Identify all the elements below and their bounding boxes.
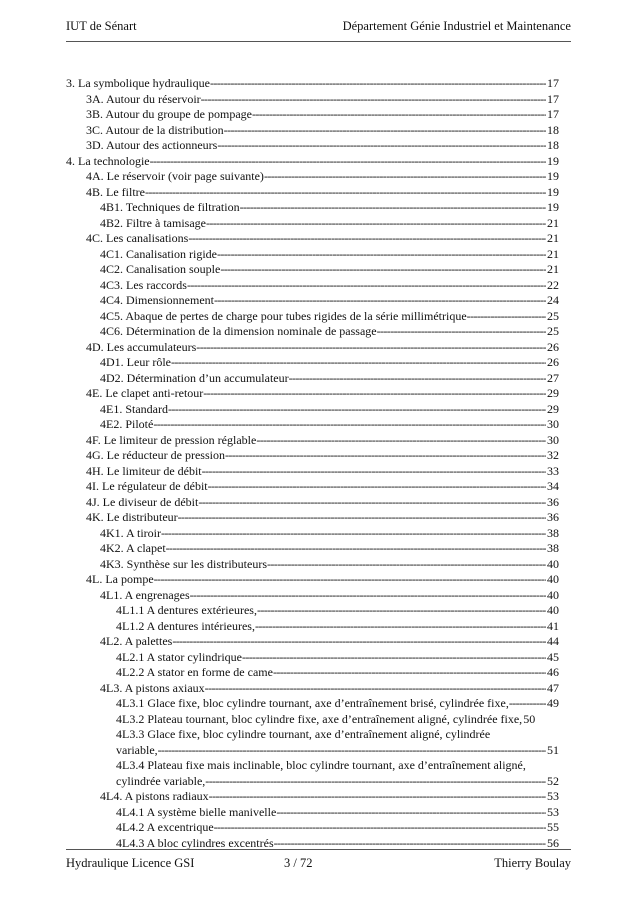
toc-entry-page: 27 bbox=[547, 370, 559, 385]
toc-entry-title: 4C6. Détermination de la dimension nominale de passage bbox=[100, 324, 377, 338]
toc-leader-dots bbox=[255, 619, 546, 635]
toc-entry[interactable] bbox=[66, 541, 559, 557]
toc-leader-dots bbox=[252, 107, 546, 123]
toc-leader-dots bbox=[166, 541, 546, 557]
toc-entry-page: 40 bbox=[547, 587, 559, 602]
toc-entry-page: 21 bbox=[547, 246, 559, 261]
toc-entry[interactable] bbox=[66, 634, 559, 650]
toc-entry-title: 3B. Autour du groupe de pompage bbox=[86, 107, 252, 121]
toc-entry[interactable] bbox=[66, 107, 559, 123]
toc-entry[interactable] bbox=[66, 138, 559, 154]
toc-leader-dots bbox=[276, 805, 546, 821]
toc-entry[interactable] bbox=[66, 278, 559, 294]
toc-leader-dots bbox=[289, 371, 546, 387]
toc-entry-title: 4G. Le réducteur de pression bbox=[86, 448, 225, 462]
toc-entry[interactable] bbox=[66, 774, 559, 790]
toc-entry-title: 4E. Le clapet anti-retour bbox=[86, 386, 204, 400]
toc-leader-dots bbox=[267, 557, 546, 573]
toc-entry[interactable] bbox=[66, 588, 559, 604]
toc-entry-page: 17 bbox=[547, 107, 559, 121]
toc-entry-title: 4C. Les canalisations bbox=[86, 231, 189, 245]
toc-leader-dots bbox=[467, 309, 546, 325]
toc-leader-dots bbox=[217, 138, 546, 154]
toc-leader-dots bbox=[168, 402, 546, 418]
toc-entry[interactable] bbox=[66, 572, 559, 588]
toc-entry-page: 40 bbox=[547, 572, 559, 586]
toc-entry[interactable] bbox=[66, 76, 559, 92]
toc-entry-title: 4J. Le diviseur de débit bbox=[86, 494, 199, 509]
toc-leader-dots bbox=[188, 231, 546, 247]
toc-entry[interactable] bbox=[66, 386, 559, 402]
toc-leader-dots bbox=[178, 510, 546, 526]
toc-entry-title: 4L2. A palettes bbox=[100, 634, 173, 648]
toc-entry-line: 4L3.4 Plateau fixe mais inclinable, bloc cylindre tournant, axe d’entraînement aligné, bbox=[116, 758, 526, 772]
toc-entry-page: 51 bbox=[547, 742, 559, 757]
toc-entry-page: 26 bbox=[547, 339, 559, 354]
toc-entry-title: 4L1. A engrenages bbox=[100, 587, 190, 602]
toc-leader-dots bbox=[172, 634, 546, 650]
toc-entry[interactable] bbox=[66, 712, 559, 728]
toc-leader-dots bbox=[153, 417, 546, 433]
toc-entry-title: 4E2. Piloté bbox=[100, 417, 154, 431]
toc-entry-page: 50 bbox=[523, 711, 536, 726]
toc-leader-dots bbox=[509, 696, 546, 712]
toc-entry[interactable] bbox=[66, 495, 559, 511]
toc-entry-title: 4L2.1 A stator cylindrique bbox=[116, 649, 242, 664]
toc-entry-page: 36 bbox=[547, 510, 559, 524]
page-footer bbox=[66, 849, 571, 874]
toc-entry-page: 25 bbox=[547, 324, 559, 338]
toc-entry-page: 26 bbox=[547, 355, 559, 369]
table-of-contents bbox=[66, 76, 559, 851]
toc-entry[interactable] bbox=[66, 448, 559, 464]
toc-entry[interactable] bbox=[66, 247, 559, 263]
toc-entry-page: 19 bbox=[547, 200, 559, 214]
toc-entry[interactable] bbox=[66, 619, 559, 635]
toc-entry-title: 4C1. Canalisation rigide bbox=[100, 246, 217, 261]
toc-entry[interactable] bbox=[66, 309, 559, 325]
toc-entry[interactable] bbox=[66, 557, 559, 573]
toc-leader-dots bbox=[242, 650, 546, 666]
toc-entry[interactable] bbox=[66, 402, 559, 418]
toc-entry-title: cylindrée variable, bbox=[116, 773, 206, 788]
toc-entry-page: 33 bbox=[547, 463, 559, 478]
toc-leader-dots bbox=[210, 76, 546, 92]
toc-entry-page: 24 bbox=[547, 293, 559, 307]
toc-entry-title: 4B1. Techniques de filtration bbox=[100, 200, 240, 214]
toc-entry-title: 4C5. Abaque de pertes de charge pour tubes rigides de la série millimétrique bbox=[100, 308, 467, 323]
toc-entry-page: 29 bbox=[547, 401, 559, 416]
toc-entry-title: 4K2. A clapet bbox=[100, 541, 166, 555]
toc-entry[interactable] bbox=[66, 696, 559, 712]
toc-leader-dots bbox=[161, 526, 546, 542]
toc-entry-page: 22 bbox=[547, 277, 559, 292]
toc-entry-page: 21 bbox=[547, 262, 559, 276]
toc-entry-page: 25 bbox=[547, 308, 559, 323]
toc-entry-title: 4I. Le régulateur de débit bbox=[86, 479, 208, 493]
toc-leader-dots bbox=[273, 665, 546, 681]
toc-entry[interactable] bbox=[66, 526, 559, 542]
toc-entry-title: 4C2. Canalisation souple bbox=[100, 262, 221, 276]
toc-entry-title: 4L1.2 A dentures intérieures, bbox=[116, 618, 255, 633]
toc-entry[interactable] bbox=[66, 371, 559, 387]
footer-page-number: 3 / 72 bbox=[284, 856, 313, 870]
header-institution: IUT de Sénart bbox=[66, 19, 137, 33]
toc-entry-page: 17 bbox=[547, 91, 559, 106]
toc-entry-title: 3C. Autour de la distribution bbox=[86, 122, 224, 137]
toc-entry[interactable] bbox=[66, 743, 559, 759]
toc-entry-page: 49 bbox=[547, 696, 559, 710]
toc-entry-page: 34 bbox=[547, 479, 559, 493]
toc-entry-page: 53 bbox=[547, 789, 559, 803]
toc-entry-title: 3A. Autour du réservoir bbox=[86, 91, 201, 106]
toc-entry[interactable] bbox=[66, 417, 559, 433]
toc-leader-dots bbox=[154, 572, 546, 588]
toc-entry-title: 4D. Les accumulateurs bbox=[86, 339, 197, 354]
toc-entry-page: 32 bbox=[547, 448, 559, 462]
footer-author: Thierry Boulay bbox=[494, 856, 571, 870]
header-department: Département Génie Industriel et Maintenance bbox=[342, 19, 571, 33]
toc-entry[interactable] bbox=[66, 603, 559, 619]
toc-entry-page: 44 bbox=[547, 634, 559, 648]
toc-leader-dots bbox=[208, 479, 546, 495]
toc-entry-page: 53 bbox=[547, 804, 559, 819]
toc-entry-title: 4B2. Filtre à tamisage bbox=[100, 215, 206, 230]
toc-entry-page: 40 bbox=[547, 603, 559, 617]
toc-entry[interactable] bbox=[66, 805, 559, 821]
toc-entry-title: 4B. Le filtre bbox=[86, 184, 145, 199]
toc-entry[interactable] bbox=[66, 665, 559, 681]
toc-leader-dots bbox=[202, 464, 546, 480]
toc-leader-dots bbox=[171, 355, 546, 371]
toc-leader-dots bbox=[205, 681, 546, 697]
toc-entry-page: 19 bbox=[547, 153, 559, 168]
toc-entry-line: 4L3.3 Glace fixe, bloc cylindre tournant, axe d’entraînement aligné, cylindrée bbox=[116, 727, 491, 741]
toc-entry[interactable] bbox=[66, 479, 559, 495]
toc-entry-page: 38 bbox=[547, 541, 559, 555]
toc-leader-dots bbox=[196, 340, 546, 356]
toc-leader-dots bbox=[214, 820, 546, 836]
footer-course: Hydraulique Licence GSI bbox=[66, 856, 195, 870]
toc-entry-title: 4D1. Leur rôle bbox=[100, 355, 171, 369]
toc-leader-dots bbox=[198, 495, 546, 511]
toc-entry[interactable] bbox=[66, 340, 559, 356]
toc-entry-title: 4K1. A tiroir bbox=[100, 525, 162, 540]
toc-entry-page: 18 bbox=[547, 122, 559, 137]
toc-leader-dots bbox=[203, 386, 546, 402]
toc-entry[interactable] bbox=[66, 216, 559, 232]
toc-entry[interactable] bbox=[66, 510, 559, 526]
toc-entry-title: 4C4. Dimensionnement bbox=[100, 293, 214, 307]
toc-leader-dots bbox=[217, 247, 546, 263]
toc-entry-page: 21 bbox=[547, 215, 559, 230]
toc-entry[interactable] bbox=[66, 200, 559, 216]
toc-leader-dots bbox=[209, 789, 546, 805]
toc-entry-page: 52 bbox=[547, 773, 559, 788]
toc-leader-dots bbox=[257, 603, 546, 619]
toc-entry[interactable] bbox=[66, 789, 559, 805]
toc-entry-title: 4L4.2 A excentrique bbox=[116, 820, 214, 834]
toc-leader-dots bbox=[187, 278, 546, 294]
toc-leader-dots bbox=[225, 448, 546, 464]
toc-leader-dots bbox=[256, 433, 546, 449]
toc-entry[interactable] bbox=[66, 681, 559, 697]
toc-leader-dots bbox=[145, 185, 546, 201]
toc-leader-dots bbox=[150, 154, 546, 170]
toc-entry[interactable] bbox=[66, 92, 559, 108]
toc-entry[interactable] bbox=[66, 154, 559, 170]
toc-entry[interactable] bbox=[66, 123, 559, 139]
toc-entry[interactable] bbox=[66, 650, 559, 666]
toc-entry[interactable] bbox=[66, 293, 559, 309]
toc-entry[interactable] bbox=[66, 820, 559, 836]
toc-entry-page: 18 bbox=[547, 138, 559, 152]
page-header bbox=[66, 17, 571, 42]
toc-leader-dots bbox=[205, 774, 546, 790]
toc-entry-page: 30 bbox=[547, 417, 559, 431]
toc-entry-title: 4L3.1 Glace fixe, bloc cylindre tournant, axe d’entraînement brisé, cylindrée fixe, bbox=[116, 696, 509, 710]
toc-leader-dots bbox=[190, 588, 546, 604]
toc-entry-page: 55 bbox=[547, 820, 559, 834]
toc-leader-dots bbox=[206, 216, 546, 232]
toc-leader-dots bbox=[224, 123, 546, 139]
toc-entry[interactable] bbox=[66, 169, 559, 185]
toc-entry[interactable] bbox=[66, 185, 559, 201]
toc-entry-page: 56 bbox=[547, 835, 559, 850]
toc-entry[interactable] bbox=[66, 355, 559, 371]
toc-entry-title: 4F. Le limiteur de pression réglable bbox=[86, 432, 257, 447]
toc-entry[interactable] bbox=[66, 231, 559, 247]
toc-entry-title: 3. La symbolique hydraulique bbox=[66, 76, 210, 90]
toc-entry-title: 4L4. A pistons radiaux bbox=[100, 789, 209, 803]
toc-entry-page: 21 bbox=[547, 231, 559, 245]
toc-leader-dots bbox=[214, 293, 546, 309]
toc-entry-page: 47 bbox=[547, 680, 559, 695]
toc-entry-page: 46 bbox=[547, 665, 559, 679]
toc-entry-title: 4L3. A pistons axiaux bbox=[100, 680, 205, 695]
toc-entry-title: 4L4.3 A bloc cylindres excentrés bbox=[116, 835, 274, 850]
toc-entry-page: 40 bbox=[547, 556, 559, 571]
toc-entry[interactable] bbox=[66, 324, 559, 340]
toc-leader-dots bbox=[377, 324, 546, 340]
toc-entry-title: 4L3.2 Plateau tournant, bloc cylindre fixe, axe d’entraînement aligné, cylindrée fixe, bbox=[116, 711, 523, 726]
toc-entry-title: 4L2.2 A stator en forme de came bbox=[116, 665, 273, 679]
toc-entry-title: 4L4.1 A système bielle manivelle bbox=[116, 804, 277, 819]
toc-leader-dots bbox=[158, 743, 546, 759]
toc-entry-title: 4D2. Détermination d’un accumulateur bbox=[100, 370, 289, 385]
toc-leader-dots bbox=[240, 200, 546, 216]
toc-entry[interactable] bbox=[66, 262, 559, 278]
toc-entry-title: 4C3. Les raccords bbox=[100, 277, 187, 292]
toc-entry-title: 4E1. Standard bbox=[100, 401, 168, 416]
toc-entry-title: 4L1.1 A dentures extérieures, bbox=[116, 603, 257, 617]
toc-entry-page: 29 bbox=[547, 386, 559, 400]
toc-entry-page: 17 bbox=[547, 76, 559, 90]
toc-entry-title: 4K3. Synthèse sur les distributeurs bbox=[100, 556, 267, 571]
toc-entry-page: 36 bbox=[547, 494, 559, 509]
toc-entry-title: 4H. Le limiteur de débit bbox=[86, 463, 202, 478]
toc-entry-page: 41 bbox=[547, 618, 559, 633]
toc-entry-title: 4. La technologie bbox=[66, 153, 150, 168]
toc-leader-dots bbox=[201, 92, 546, 108]
toc-entry-title: 3D. Autour des actionneurs bbox=[86, 138, 218, 152]
toc-entry-page: 30 bbox=[547, 432, 559, 447]
toc-leader-dots bbox=[220, 262, 546, 278]
toc-leader-dots bbox=[264, 169, 546, 185]
toc-entry[interactable] bbox=[66, 464, 559, 480]
toc-entry-title: 4A. Le réservoir (voir page suivante) bbox=[86, 169, 264, 183]
toc-entry-page: 38 bbox=[547, 525, 559, 540]
toc-entry-page: 19 bbox=[547, 184, 559, 199]
toc-entry-page: 19 bbox=[547, 169, 559, 183]
toc-entry-title: variable, bbox=[116, 742, 158, 757]
toc-entry-title: 4K. Le distributeur bbox=[86, 510, 178, 524]
toc-entry[interactable] bbox=[66, 433, 559, 449]
toc-entry-title: 4L. La pompe bbox=[86, 572, 154, 586]
toc-entry-page: 45 bbox=[547, 649, 559, 664]
